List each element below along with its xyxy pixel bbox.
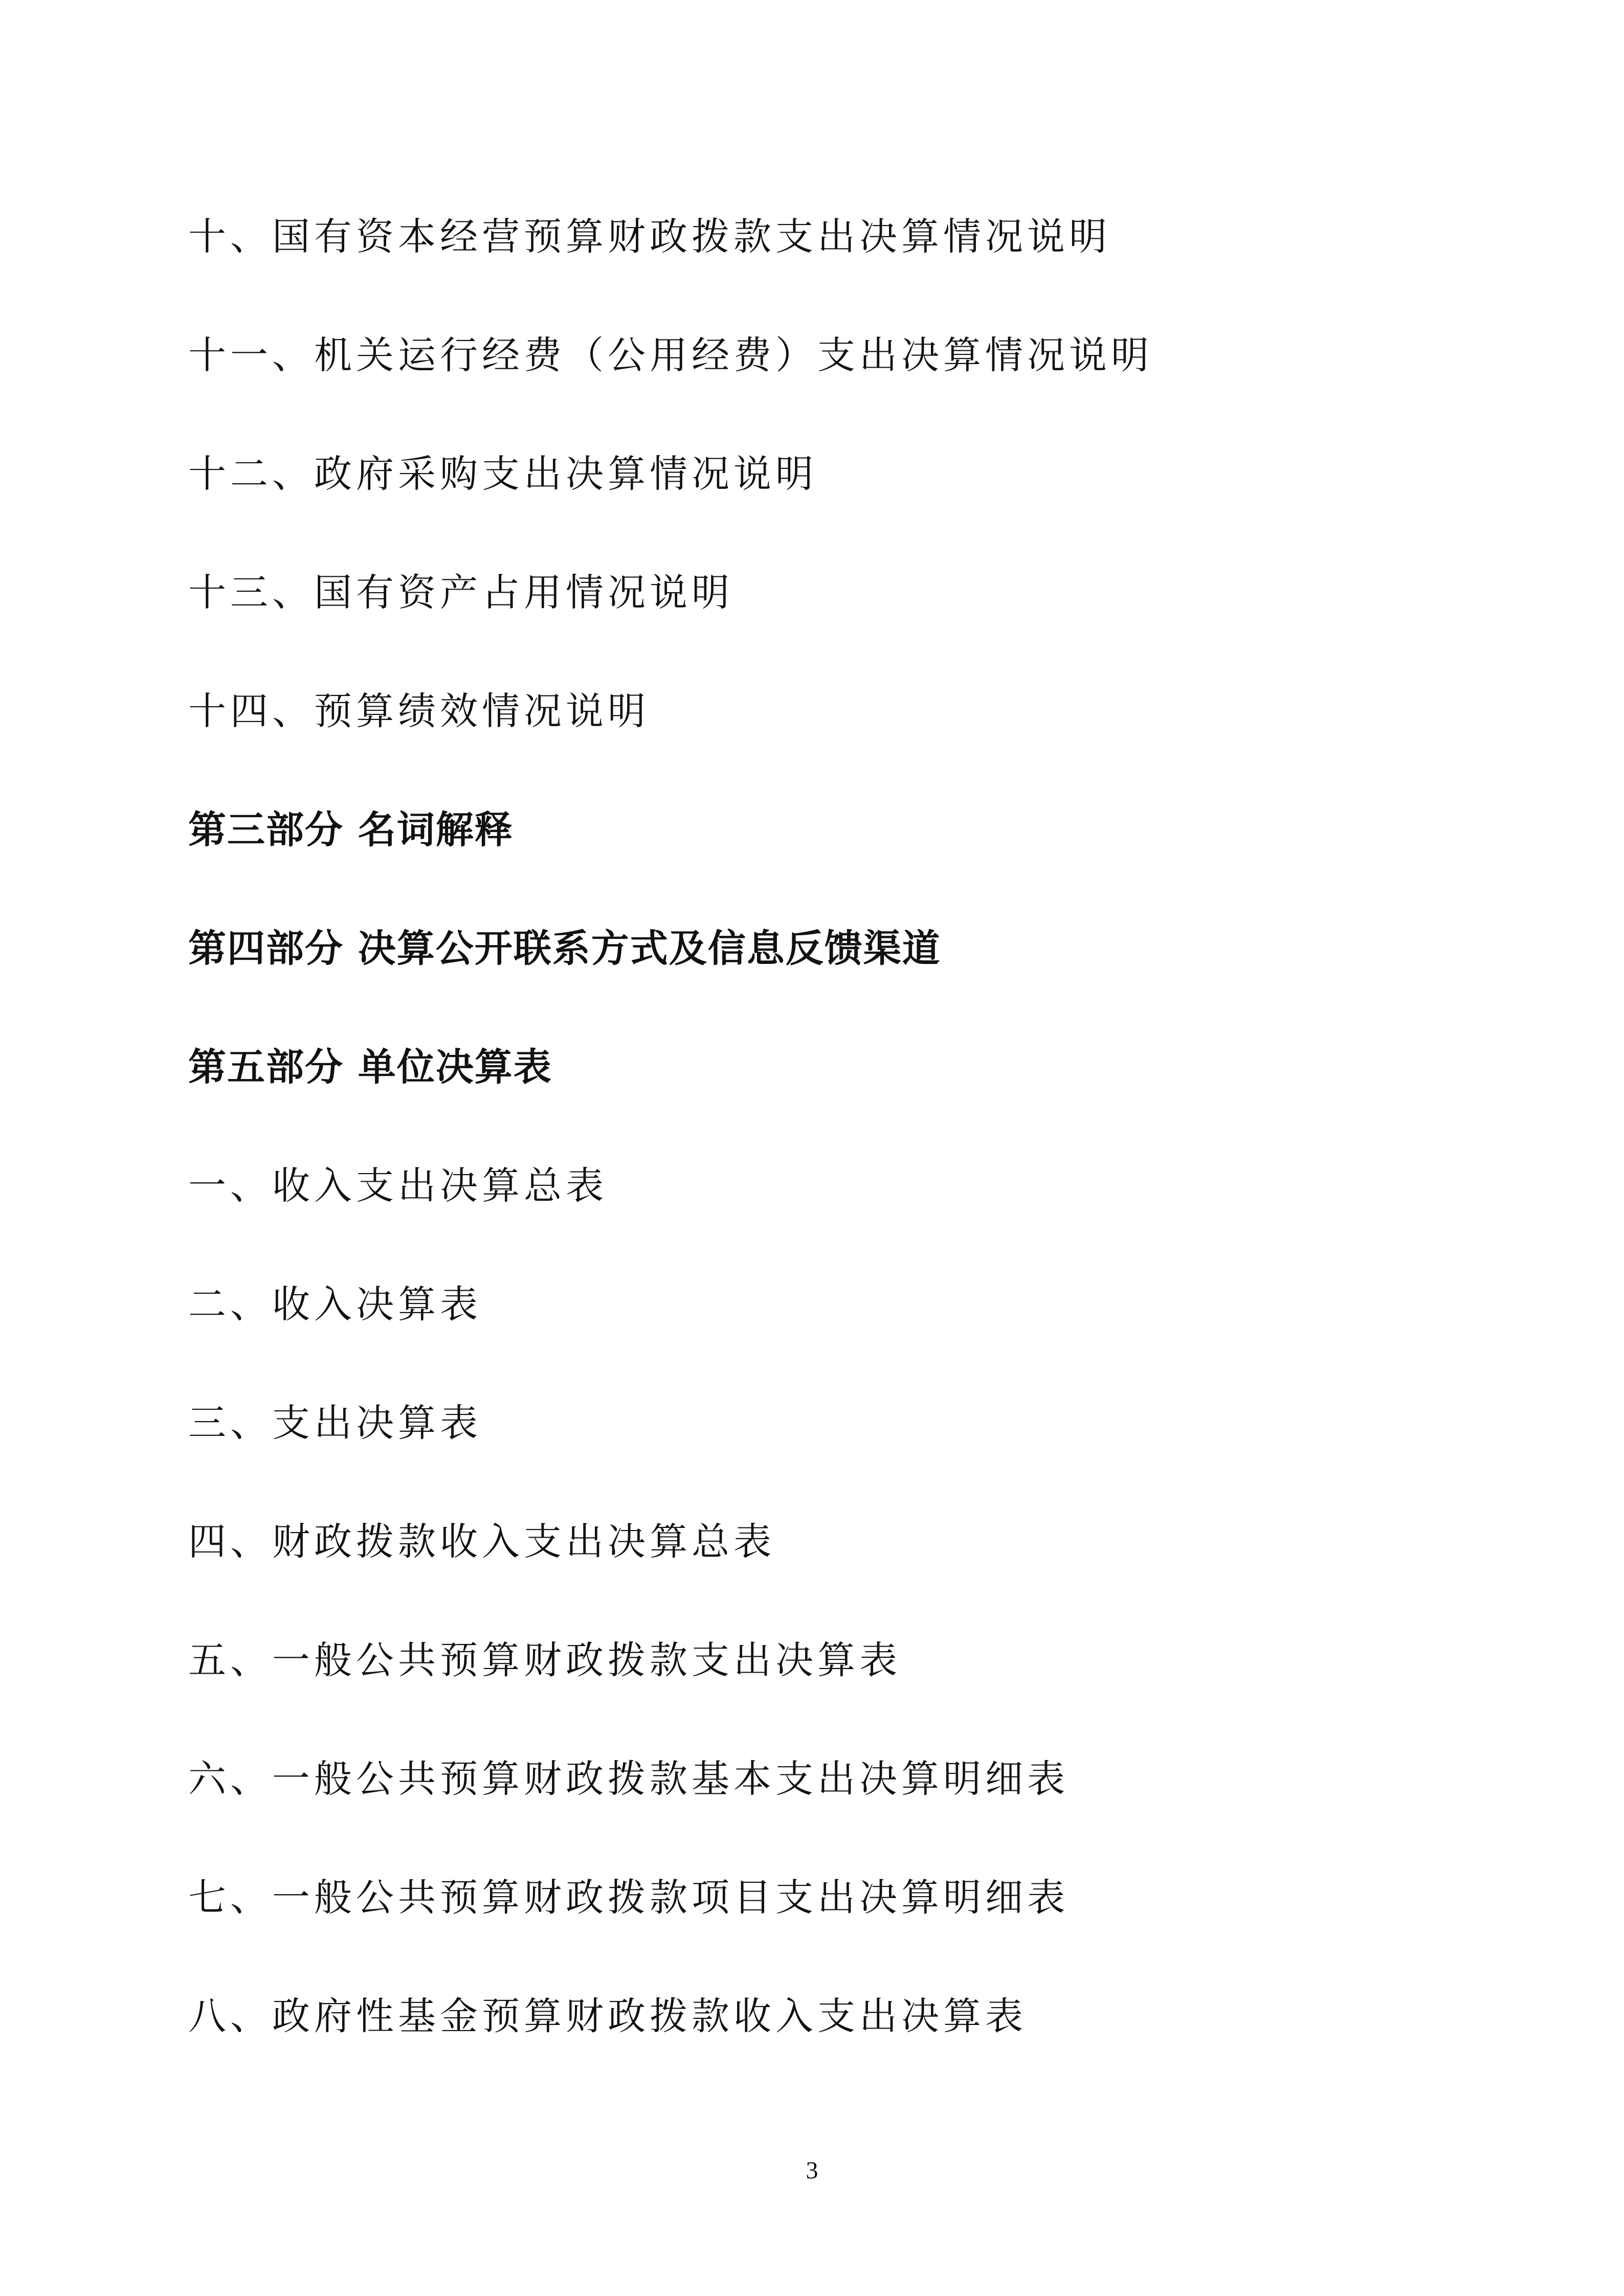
toc-item-government-fund-budget: 八、政府性基金预算财政拨款收入支出决算表: [188, 1994, 1027, 2038]
toc-part-four-contact: 第四部分 决算公开联系方式及信息反馈渠道: [188, 927, 941, 971]
toc-part-three-glossary: 第三部分 名词解释: [188, 808, 514, 852]
toc-item-general-budget-expenditure: 五、一般公共预算财政拨款支出决算表: [188, 1638, 901, 1682]
toc-item-basic-expenditure-detail: 六、一般公共预算财政拨款基本支出决算明细表: [188, 1757, 1069, 1801]
toc-item-state-capital-expenditure: 十、国有资本经营预算财政拨款支出决算情况说明: [188, 215, 1111, 259]
toc-item-expenditure-table: 三、支出决算表: [188, 1401, 482, 1445]
toc-item-project-expenditure-detail: 七、一般公共预算财政拨款项目支出决算明细表: [188, 1876, 1069, 1920]
toc-item-fiscal-appropriation-summary: 四、财政拨款收入支出决算总表: [188, 1520, 775, 1564]
toc-item-income-expenditure-summary: 一、收入支出决算总表: [188, 1164, 608, 1208]
toc-item-operating-expenses: 十一、机关运行经费（公用经费）支出决算情况说明: [188, 333, 1153, 377]
toc-part-five-tables: 第五部分 单位决算表: [188, 1045, 552, 1089]
toc-item-state-assets: 十三、国有资产占用情况说明: [188, 571, 733, 615]
page-number: 3: [806, 2157, 818, 2184]
toc-item-budget-performance: 十四、预算绩效情况说明: [188, 689, 650, 733]
toc-item-income-table: 二、收入决算表: [188, 1282, 482, 1326]
toc-item-government-procurement: 十二、政府采购支出决算情况说明: [188, 452, 817, 496]
